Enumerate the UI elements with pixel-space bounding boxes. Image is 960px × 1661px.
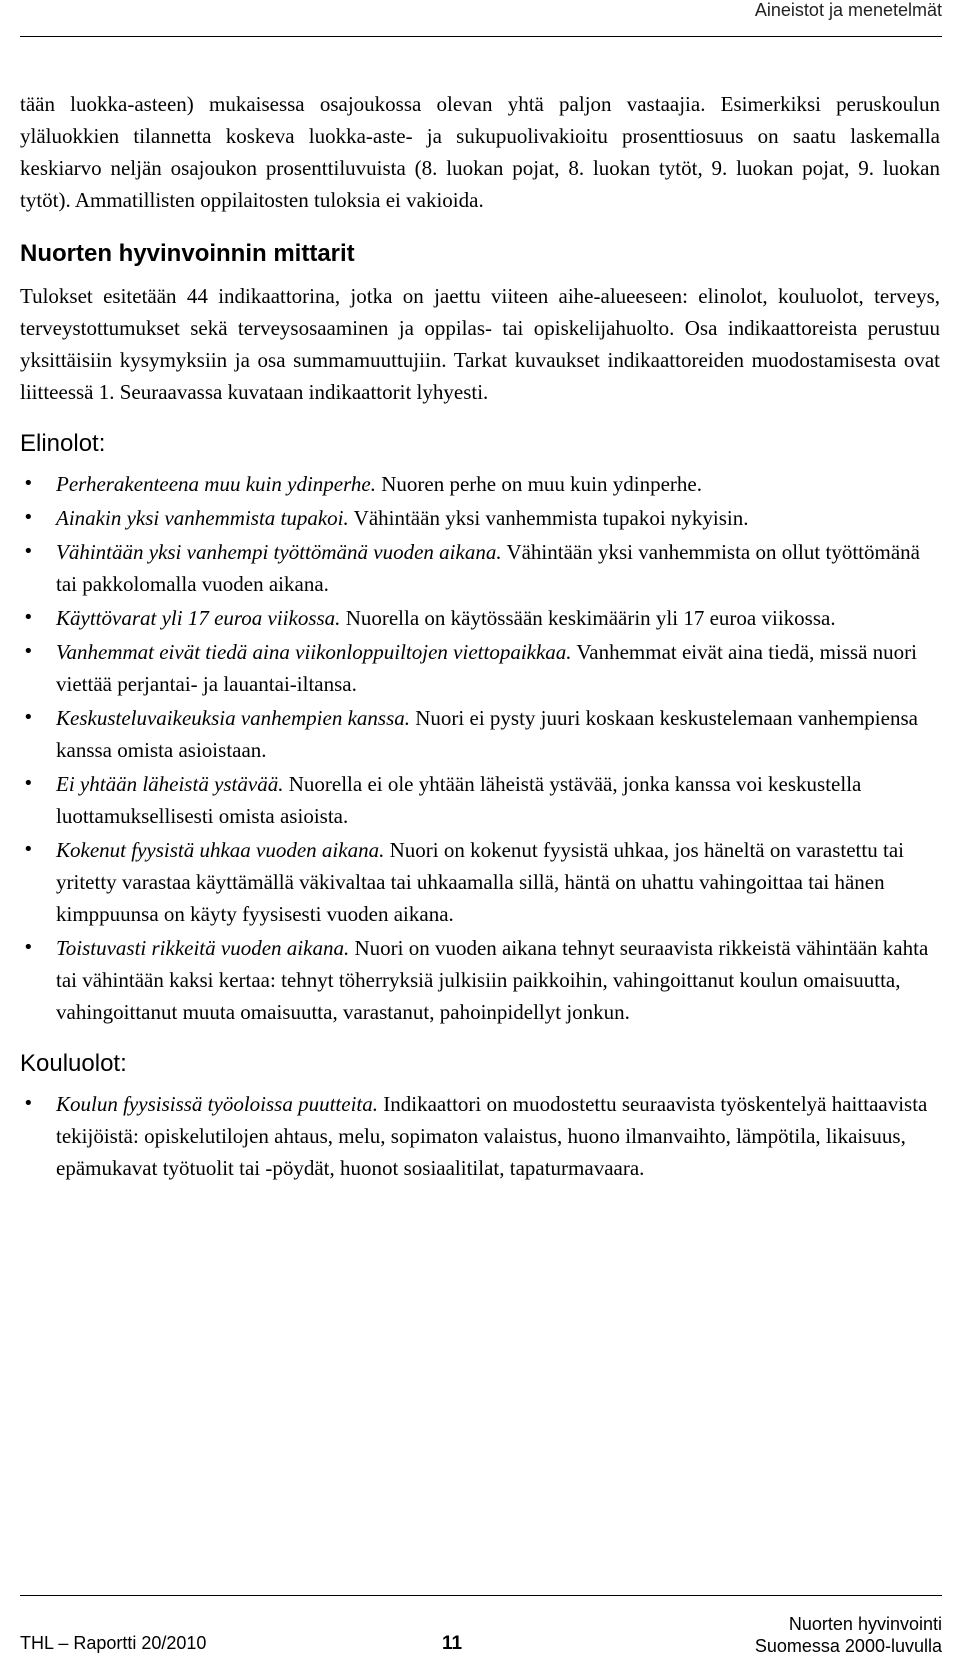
- bullet-icon: •: [23, 839, 34, 860]
- intro-paragraph: tään luokka-asteen) mukaisessa osajoukossa olevan yhtä paljon vastaajia. Esimerkiksi peruskoulun yläluokkien tilannetta koskeva luokka-aste- ja sukupuolivakioitu prosenttiosuus on saatu laskemalla keskiarvo neljän osajoukon prosenttiluvuista (8. luokan pojat, 8. luokan tytöt, 9. luokan pojat, 9. luokan tytöt). Ammatillisten oppilaitosten tuloksia ei vakioida.: [20, 92, 940, 212]
- list-item: [20, 702, 940, 766]
- publication-title-line2: Suomessa 2000-luvulla: [754, 1636, 942, 1656]
- list-item: [20, 602, 940, 634]
- bullet-icon: •: [23, 541, 34, 562]
- list-item: [20, 1088, 940, 1184]
- indicator-term: Käyttövarat yli 17 euroa viikossa.: [56, 606, 341, 630]
- list-item: [20, 636, 940, 700]
- indicator-description: Nuorella ei ole yhtään läheistä ystävää, jonka kanssa voi keskustella luottamuksellisesti omista asioista.: [56, 772, 862, 828]
- indicator-description: Nuoren perhe on muu kuin ydinperhe.: [375, 472, 702, 496]
- indicator-term: Kokenut fyysistä uhkaa vuoden aikana.: [56, 838, 385, 862]
- bullet-icon: •: [23, 607, 34, 628]
- elinolot-list: [20, 468, 940, 1028]
- list-item: [20, 932, 940, 1028]
- bullet-icon: •: [23, 641, 34, 662]
- indicator-description: Nuorella on käytössään keskimäärin yli 17 euroa viikossa.: [340, 606, 836, 630]
- indicator-term: Koulun fyysisissä työoloissa puutteita.: [56, 1092, 379, 1116]
- bullet-icon: •: [23, 773, 34, 794]
- list-item: [20, 536, 940, 600]
- publication-title: [755, 1613, 942, 1657]
- indicator-term: Perherakenteena muu kuin ydinperhe.: [56, 472, 376, 496]
- section-paragraph: Tulokset esitetään 44 indikaattorina, jotka on jaettu viiteen aihe-alueeseen: elinolot, kouluolot, terveys, terveystottumukset sekä terveysosaaminen ja oppilas- tai opiskelijahuolto. Osa indikaattoreista perustuu yksittäisiin kysymyksiin ja osa summamuuttujiin. Tarkat kuvaukset indikaattoreiden muodostamisesta ovat liitteessä 1. Seuraavassa kuvataan indikaattorit lyhyesti.: [20, 284, 940, 404]
- report-id: THL – Raportti 20/2010: [20, 1633, 207, 1653]
- bullet-icon: •: [23, 707, 34, 728]
- indicator-description: Nuori on vuoden aikana tehnyt seuraavista rikkeistä vähintään kahta tai vähintään kaksi kertaa: tehnyt töherryksiä julkisiin paikkoihin, vahingoittanut koulun omaisuutta, vahingoittanut muuta omaisuutta, varastanut, pahoinpidellyt jonkun.: [56, 936, 929, 1024]
- indicator-description: Nuori ei pysty juuri koskaan keskustelemaan vanhempiensa kanssa omista asioistaan.: [56, 706, 918, 762]
- indicator-term: Keskusteluvaikeuksia vanhempien kanssa.: [56, 706, 410, 730]
- elinolot-heading: Elinolot:: [20, 430, 106, 457]
- indicator-term: Ei yhtään läheistä ystävää.: [56, 772, 284, 796]
- indicator-term: Ainakin yksi vanhemmista tupakoi.: [56, 506, 349, 530]
- section-heading: Nuorten hyvinvoinnin mittarit: [20, 240, 355, 267]
- indicator-description: Vähintään yksi vanhemmista on ollut työttömänä tai pakkolomalla vuoden aikana.: [56, 540, 920, 596]
- indicator-description: Nuori on kokenut fyysistä uhkaa, jos häneltä on varastettu tai yritetty varastaa käyttämällä väkivaltaa tai uhkaamalla sillä, häntä on uhattu vahingoittaa tai hänen kimppuunsa on käyty fyysisesti vuoden aikana.: [56, 838, 904, 926]
- indicator-description: Indikaattori on muodostettu seuraavista työskentelyä haittaavista tekijöistä: opiskelutilojen ahtaus, melu, sopimaton valaistus, huono ilmanvaihto, lämpötila, likaisuus, epämukavat työtuolit tai -pöydät, huonot sosiaalitilat, tapaturmavaara.: [56, 1092, 928, 1180]
- page-number: 11: [442, 1633, 463, 1654]
- bullet-icon: •: [23, 937, 34, 958]
- page-content: [20, 88, 940, 1186]
- page-footer: [20, 1595, 942, 1655]
- bullet-icon: •: [23, 473, 34, 494]
- indicator-term: Toistuvasti rikkeitä vuoden aikana.: [56, 936, 350, 960]
- indicator-description: Vähintään yksi vanhemmista tupakoi nykyisin.: [348, 506, 749, 530]
- indicator-term: Vanhemmat eivät tiedä aina viikonloppuiltojen viettopaikkaa.: [56, 640, 572, 664]
- list-item: [20, 502, 940, 534]
- kouluolot-list: [20, 1088, 940, 1184]
- indicator-description: Vanhemmat eivät aina tiedä, missä nuori viettää perjantai- ja lauantai-iltansa.: [56, 640, 917, 696]
- bullet-icon: •: [23, 507, 34, 528]
- page-header: [0, 0, 960, 56]
- list-item: [20, 468, 940, 500]
- bullet-icon: •: [23, 1093, 34, 1114]
- kouluolot-heading: Kouluolot:: [20, 1050, 127, 1077]
- list-item: [20, 834, 940, 930]
- footer-rule: [20, 1595, 942, 1596]
- list-item: [20, 768, 940, 832]
- running-header-title: Aineistot ja menetelmät: [754, 0, 942, 20]
- publication-title-line1: Nuorten hyvinvointi: [788, 1614, 942, 1634]
- indicator-term: Vähintään yksi vanhempi työttömänä vuoden aikana.: [56, 540, 502, 564]
- header-rule: [20, 36, 942, 37]
